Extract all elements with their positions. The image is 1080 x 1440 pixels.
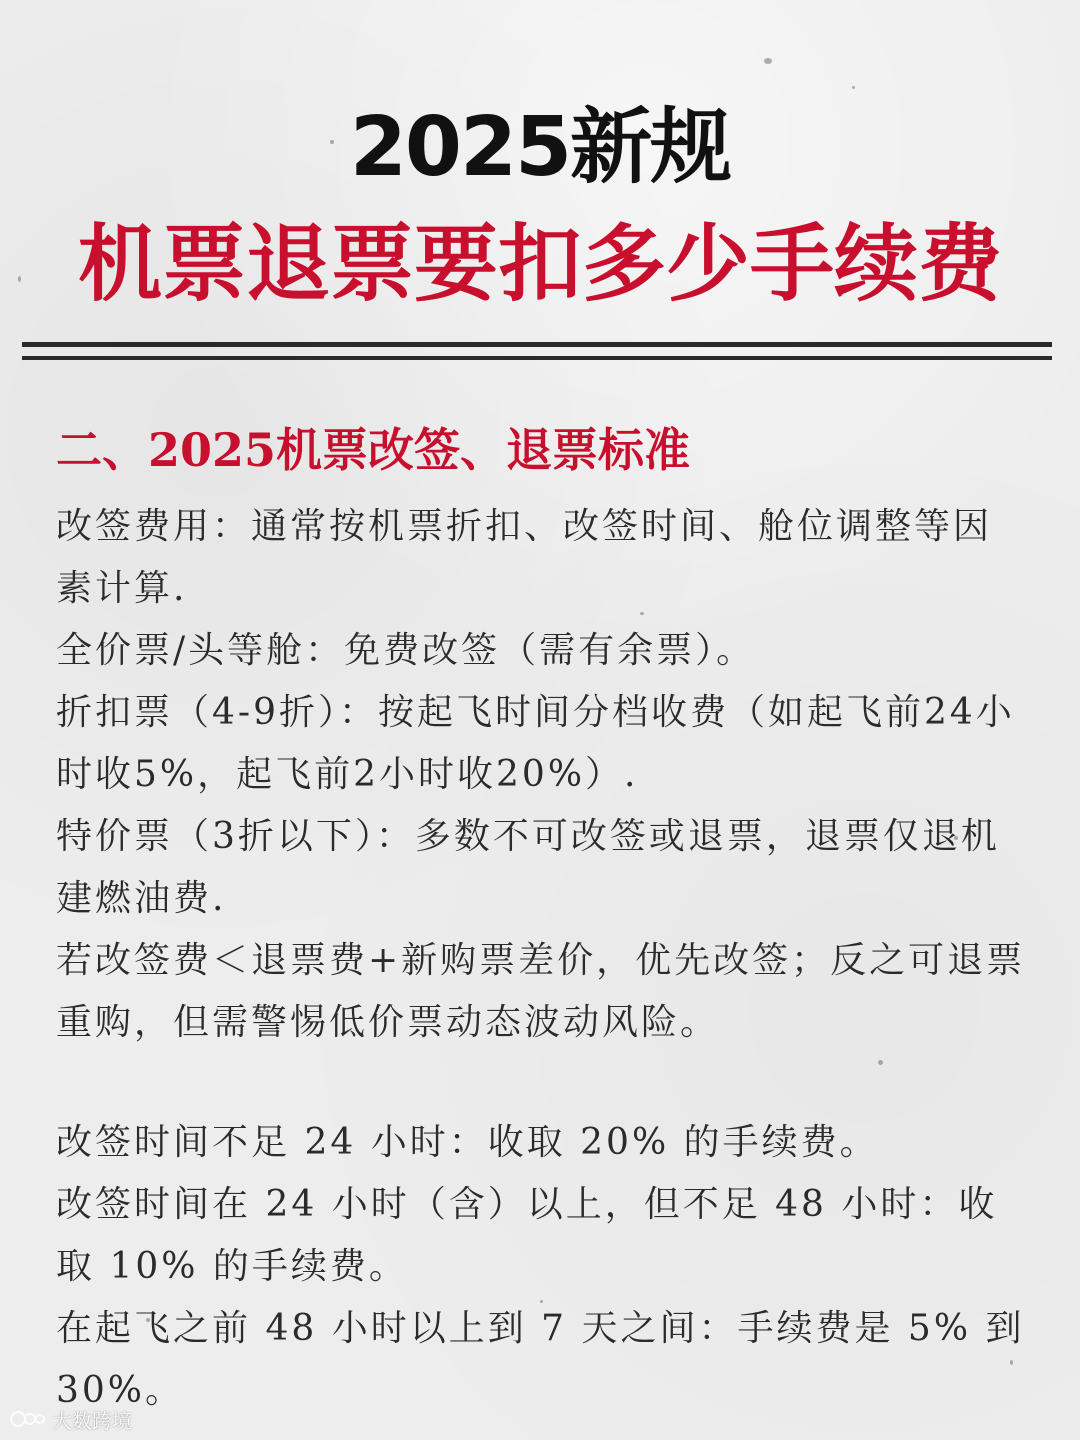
divider-rule-bottom xyxy=(22,356,1052,360)
watermark-text: 大数跨境 xyxy=(52,1408,132,1433)
xiaohongshu-logo-icon xyxy=(10,1408,46,1430)
paragraph: 全价票/头等舱：免费改签（需有余票）。 xyxy=(56,630,756,671)
paper-speck xyxy=(852,86,855,89)
title-line-2: 机票退票要扣多少手续费 xyxy=(77,215,1002,313)
paragraph: 改签费用：通常按机票折扣、改签时间、舱位调整等因素计算. xyxy=(56,506,993,609)
spacer xyxy=(56,1054,1026,1112)
rule-item: 改签时间不足 24 小时：收取 20% 的手续费。 xyxy=(56,1122,879,1163)
section-heading: 二、2025机票改签、退票标准 xyxy=(56,423,691,477)
paper-speck xyxy=(764,58,772,64)
watermark xyxy=(10,1402,132,1436)
body-content xyxy=(56,496,1026,1422)
title-line-1: 2025新规 xyxy=(349,100,731,195)
paragraph: 折扣票（4-9折）：按起飞时间分档收费（如起飞前24小时收5%，起飞前2小时收20%）. xyxy=(56,692,1015,795)
rule-item: 改签时间在 24 小时（含）以上，但不足 48 小时：收取 10% 的手续费。 xyxy=(56,1184,998,1287)
divider-rule-top xyxy=(22,342,1052,347)
paragraph: 若改签费＜退票费+新购票差价，优先改签；反之可退票重购，但需警惕低价票动态波动风险。 xyxy=(56,940,1026,1043)
rule-item: 在起飞之前 48 小时以上到 7 天之间：手续费是 5% 到 30%。 xyxy=(56,1308,1025,1411)
paragraph: 特价票（3折以下）：多数不可改签或退票，退票仅退机建燃油费. xyxy=(56,816,1000,919)
